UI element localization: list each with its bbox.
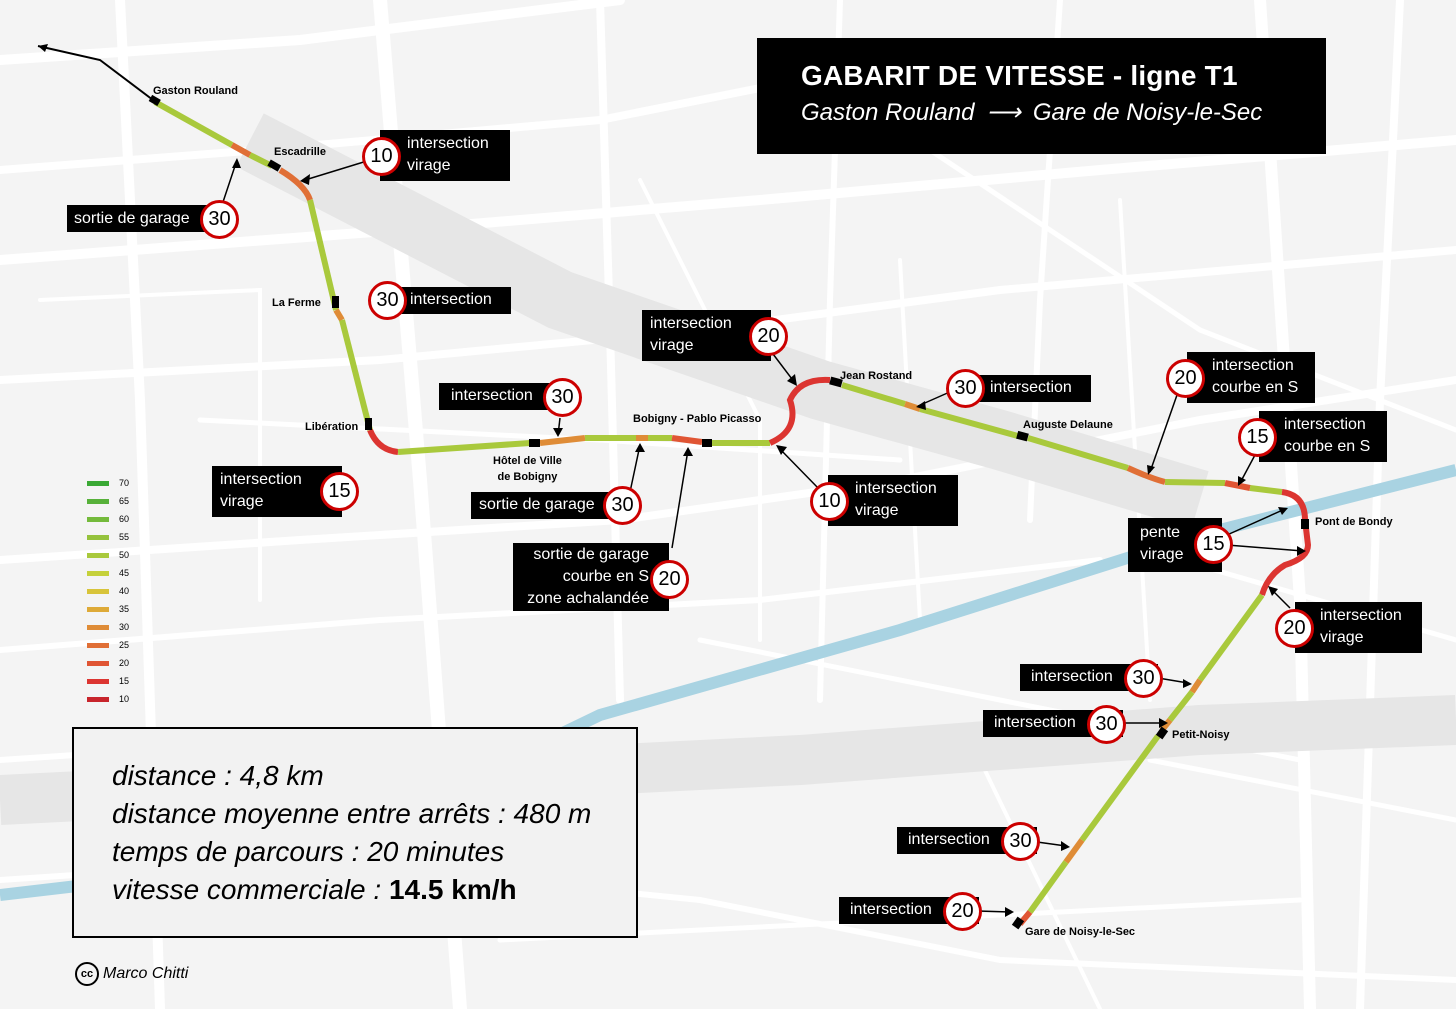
speed-limit-badge: 20 — [650, 560, 689, 599]
map-title: GABARIT DE VITESSE - ligne T1 — [801, 60, 1238, 91]
speed-limit-badge: 20 — [943, 892, 982, 931]
segment-30 — [1066, 840, 1082, 862]
speed-limit-badge: 10 — [810, 482, 849, 521]
creative-commons-icon: cc — [75, 962, 99, 986]
speed-limit-badge: 30 — [1087, 705, 1126, 744]
segment-50 — [1250, 488, 1282, 492]
route-stats-box — [72, 727, 638, 938]
segment-30 — [1192, 680, 1200, 692]
segment-20 — [672, 438, 702, 442]
station-label: Hôtel de Ville de Bobigny — [493, 455, 562, 483]
station-label: Gare de Noisy-le-Sec — [1025, 926, 1136, 938]
legend-label: 20 — [119, 658, 130, 668]
callout-label: intersection — [897, 827, 1037, 854]
segment-50 — [155, 102, 232, 145]
station-label: Bobigny - Pablo Picasso — [633, 413, 762, 425]
route-destination: Gare de Noisy-le-Sec — [1032, 99, 1263, 126]
callout-label: sortie de garage courbe en S zone achalandée — [513, 543, 669, 611]
callout-label: intersection — [1020, 664, 1158, 691]
segment-20 — [1225, 483, 1250, 488]
author-name: Marco Chitti — [103, 965, 189, 983]
legend-label: 30 — [119, 622, 130, 632]
callout-label: intersection — [384, 287, 511, 314]
callout-label: sortie de garage — [67, 205, 217, 232]
legend-swatch — [87, 571, 109, 576]
legend-swatch — [87, 499, 109, 504]
stat-travel-time: temps de parcours : 20 minutes — [112, 836, 505, 867]
segment-50 — [342, 320, 370, 430]
station-label: La Ferme — [272, 297, 321, 309]
author-credit — [75, 962, 188, 986]
station-label: Jean Rostand — [840, 370, 913, 382]
speed-limit-badge: 15 — [1194, 525, 1233, 564]
callout-label: intersection — [839, 897, 979, 924]
callout-label: intersection virage — [380, 130, 510, 181]
map-subtitle — [801, 98, 1326, 127]
station-label: Petit-Noisy — [1172, 729, 1230, 741]
segment-30 — [336, 310, 342, 320]
callout-label: intersection — [983, 710, 1123, 737]
callout-label: intersection courbe en S — [1259, 411, 1387, 462]
speed-limit-badge: 30 — [200, 200, 239, 239]
station-marker-hotel-de-ville — [529, 439, 540, 447]
stat-speed-value: 14.5 km/h — [388, 874, 517, 905]
legend-label: 10 — [119, 694, 130, 704]
legend-swatch — [87, 517, 109, 522]
segment-50 — [310, 200, 336, 310]
legend-swatch — [87, 553, 109, 558]
legend-swatch — [87, 589, 109, 594]
legend-swatch — [87, 679, 109, 684]
station-marker-la-ferme — [332, 296, 339, 308]
stat-distance: distance : 4,8 km — [112, 760, 324, 791]
station-label: Auguste Delaune — [1023, 419, 1113, 431]
legend-label: 25 — [119, 640, 130, 650]
callout-label: intersection virage — [212, 466, 342, 517]
stat-commercial-speed — [112, 871, 636, 909]
station-label: Gaston Rouland — [153, 85, 238, 97]
speed-limit-badge: 10 — [362, 137, 401, 176]
callout-label: intersection virage — [642, 310, 771, 361]
segment-15 — [370, 430, 398, 452]
legend-swatch — [87, 661, 109, 666]
legend-label: 35 — [119, 604, 130, 614]
long-arrow-icon: ⟶ — [986, 99, 1021, 126]
stat-speed-label: vitesse commerciale : — [112, 874, 389, 905]
segment-50 — [1165, 482, 1225, 483]
callout-label: intersection virage — [1295, 602, 1422, 653]
callout-label: intersection virage — [828, 475, 958, 526]
speed-limit-badge: 30 — [946, 369, 985, 408]
legend-swatch — [87, 697, 109, 702]
legend-label: 55 — [119, 532, 130, 542]
callout-label: intersection courbe en S — [1187, 352, 1315, 403]
speed-limit-badge: 30 — [1001, 822, 1040, 861]
callout-label: sortie de garage — [471, 492, 626, 519]
route-origin: Gaston Rouland — [801, 99, 975, 126]
legend-swatch — [87, 481, 109, 486]
legend-label: 40 — [119, 586, 130, 596]
speed-limit-badge: 30 — [1124, 659, 1163, 698]
speed-limit-badge: 20 — [749, 317, 788, 356]
station-marker-liberation — [365, 418, 372, 430]
speed-limit-badge: 15 — [1238, 418, 1277, 457]
legend-label: 50 — [119, 550, 130, 560]
callout-label: intersection — [439, 383, 569, 410]
segment-50 — [1200, 595, 1262, 680]
speed-limit-badge: 30 — [543, 378, 582, 417]
legend-swatch — [87, 643, 109, 648]
legend-swatch — [87, 625, 109, 630]
legend-label: 15 — [119, 676, 130, 686]
station-label: Libération — [305, 421, 359, 433]
station-marker-pablo-picasso — [702, 439, 712, 447]
legend-label: 60 — [119, 514, 130, 524]
station-label: Pont de Bondy — [1315, 516, 1393, 528]
speed-limit-badge: 20 — [1166, 359, 1205, 398]
map-title-box — [757, 38, 1326, 154]
legend-label: 45 — [119, 568, 130, 578]
speed-limit-badge: 30 — [368, 281, 407, 320]
legend-label: 70 — [119, 478, 130, 488]
speed-limit-badge: 30 — [603, 486, 642, 525]
station-marker-pont-de-bondy — [1301, 519, 1309, 529]
legend-label: 65 — [119, 496, 130, 506]
callout-label: pente virage — [1128, 518, 1222, 572]
station-label: Escadrille — [274, 146, 326, 158]
speed-limit-badge: 15 — [320, 472, 359, 511]
speed-limit-badge: 20 — [1275, 609, 1314, 648]
legend-swatch — [87, 607, 109, 612]
callout-label: intersection — [963, 375, 1091, 402]
stat-average-distance: distance moyenne entre arrêts : 480 m — [112, 798, 592, 829]
legend-swatch — [87, 535, 109, 540]
